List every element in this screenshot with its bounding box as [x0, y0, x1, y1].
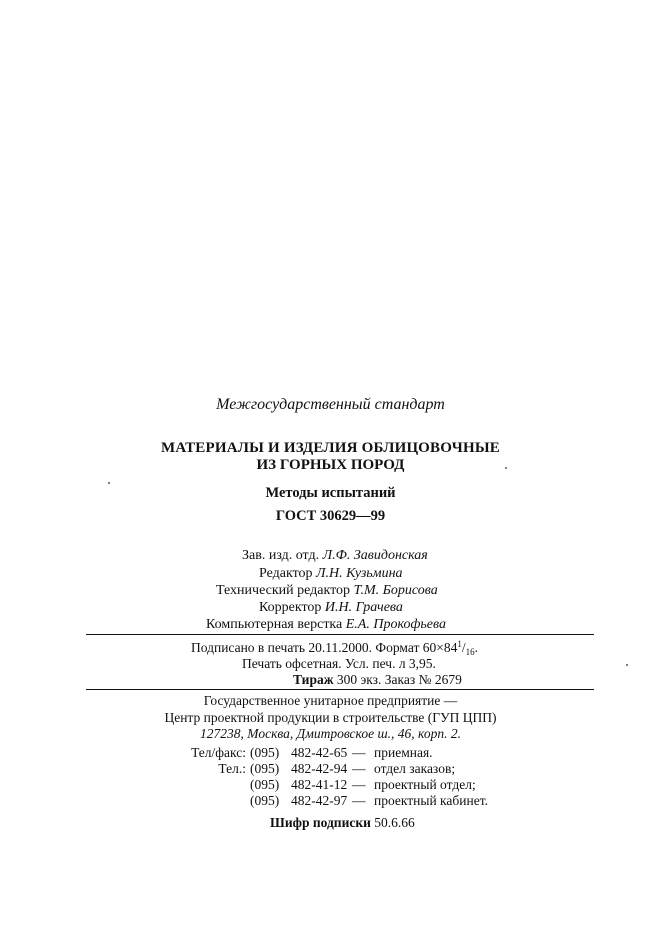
- phone-desc: приемная.: [374, 745, 433, 760]
- phone-code: (095): [250, 745, 280, 760]
- staff-name: Л.Н. Кузьмина: [316, 566, 403, 581]
- phone-number: 482-41-12: [291, 777, 348, 792]
- staff-name: Л.Ф. Завидонская: [322, 548, 428, 563]
- publisher-line1: Государственное унитарное предприятие —: [203, 693, 458, 708]
- divider-top: [86, 634, 594, 635]
- publisher-line2: Центр проектной продукции в строительстве (ГУП ЦПП): [164, 710, 497, 725]
- imprint-circulation-line: [293, 672, 462, 688]
- phone-label: Тел/факс:: [191, 745, 246, 760]
- phone-number: 482-42-97: [291, 793, 348, 808]
- staff-line-3: [259, 600, 403, 616]
- phone-desc: проектный кабинет.: [374, 793, 488, 808]
- circulation-value: 300 экз. Заказ № 2679: [336, 672, 462, 687]
- format-sub: 16: [465, 647, 475, 657]
- staff-role: Редактор: [259, 566, 313, 581]
- staff-role: Технический редактор: [216, 583, 351, 598]
- phone-dash: —: [352, 793, 366, 808]
- document-subtitle: Методы испытаний: [265, 485, 396, 501]
- staff-name: И.Н. Грачева: [324, 600, 403, 615]
- publisher-address: 127238, Москва, Дмитровское ш., 46, корп. 2.: [200, 726, 461, 741]
- phone-desc: проектный отдел;: [374, 777, 476, 792]
- phone-dash: —: [352, 745, 366, 760]
- document-title-line2: ИЗ ГОРНЫХ ПОРОД: [256, 457, 405, 473]
- gost-number: ГОСТ 30629—99: [275, 508, 386, 524]
- phone-row: [0, 793, 661, 813]
- phone-code: (095): [250, 793, 280, 808]
- staff-line-0: [242, 548, 428, 564]
- staff-name: Т.М. Борисова: [353, 583, 438, 598]
- circulation-label: Тираж: [293, 672, 334, 687]
- phone-desc: отдел заказов;: [374, 761, 456, 776]
- staff-line-1: [259, 566, 403, 582]
- format-slash: /: [461, 640, 466, 655]
- staff-role: Зав. изд. отд.: [242, 548, 320, 563]
- phone-label: Тел.:: [218, 761, 246, 776]
- format-sup: 1: [457, 639, 462, 649]
- scan-speck: [626, 664, 628, 666]
- staff-role: Корректор: [259, 600, 322, 615]
- phone-number: 482-42-65: [291, 745, 348, 760]
- imprint-signed-text: Подписано в печать 20.11.2000. Формат 60×84: [191, 640, 458, 655]
- standard-type: Межгосударственный стандарт: [216, 396, 445, 413]
- staff-line-2: [216, 583, 438, 599]
- format-end: .: [474, 640, 479, 655]
- subscription-cipher: [270, 815, 415, 831]
- phone-dash: —: [352, 777, 366, 792]
- divider-bottom: [86, 689, 594, 690]
- staff-line-4: [206, 617, 446, 633]
- document-title-line1: МАТЕРИАЛЫ И ИЗДЕЛИЯ ОБЛИЦОВОЧНЫЕ: [161, 440, 500, 456]
- staff-role: Компьютерная верстка: [206, 617, 343, 632]
- imprint-signed-line: [191, 639, 478, 657]
- staff-name: Е.А. Прокофьева: [345, 617, 446, 632]
- phone-code: (095): [250, 777, 280, 792]
- scan-speck: [108, 482, 110, 484]
- cipher-value: 50.6.66: [374, 815, 415, 830]
- phone-dash: —: [352, 761, 366, 776]
- phone-code: (095): [250, 761, 280, 776]
- phone-number: 482-42-94: [291, 761, 348, 776]
- cipher-label: Шифр подписки: [270, 815, 371, 830]
- imprint-print-line: Печать офсетная. Усл. печ. л 3,95.: [242, 656, 436, 671]
